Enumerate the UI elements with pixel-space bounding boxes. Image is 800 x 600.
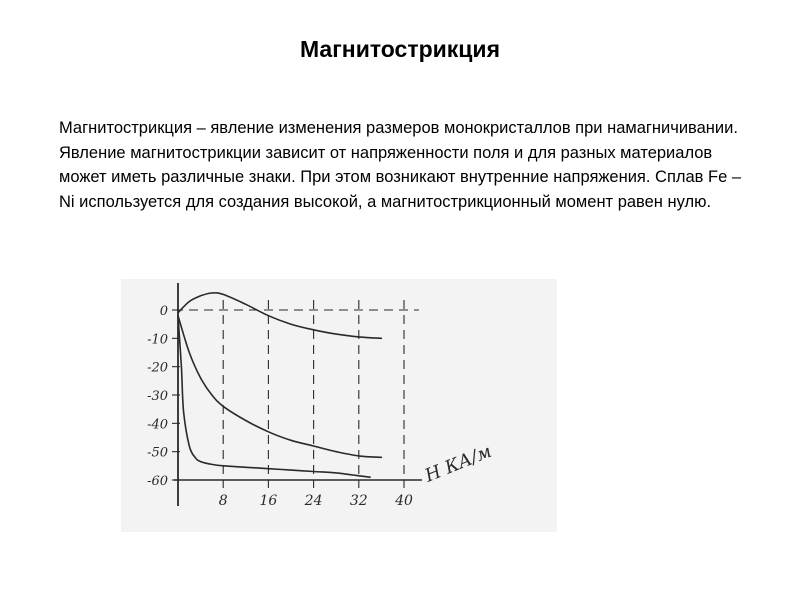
chart-svg [121,279,557,532]
x-tick-label: 32 [349,493,368,509]
y-tick-label: -40 [147,417,168,433]
y-tick-label: -30 [147,389,168,404]
magnetostriction-chart [121,279,557,532]
y-tick-label: -60 [147,474,168,489]
x-tick-label: 40 [395,493,413,509]
slide-body-text: Магнитострикция – явление изменения размеров монокристаллов при намагничивании. Явление магнитострикции зависит от напряженности поля и для разных материалов может иметь различные знаки. При этом возникают внутренние напряжения. Сплав Fe – Ni используется для создания высокой, а магнитострикционный момент равен нулю. [59,119,742,211]
x-tick-label: 16 [259,493,278,509]
y-tick-label: 0 [159,304,168,319]
chart-paper [121,279,557,532]
y-tick-label: -10 [147,332,168,348]
x-tick-label: 8 [218,493,228,509]
x-axis-label: H КА/м [422,440,495,487]
y-tick-label: -50 [147,445,168,461]
y-tick-label: -20 [147,360,168,376]
slide-title: Магнитострикция [299,36,500,62]
x-tick-label: 24 [304,493,323,509]
